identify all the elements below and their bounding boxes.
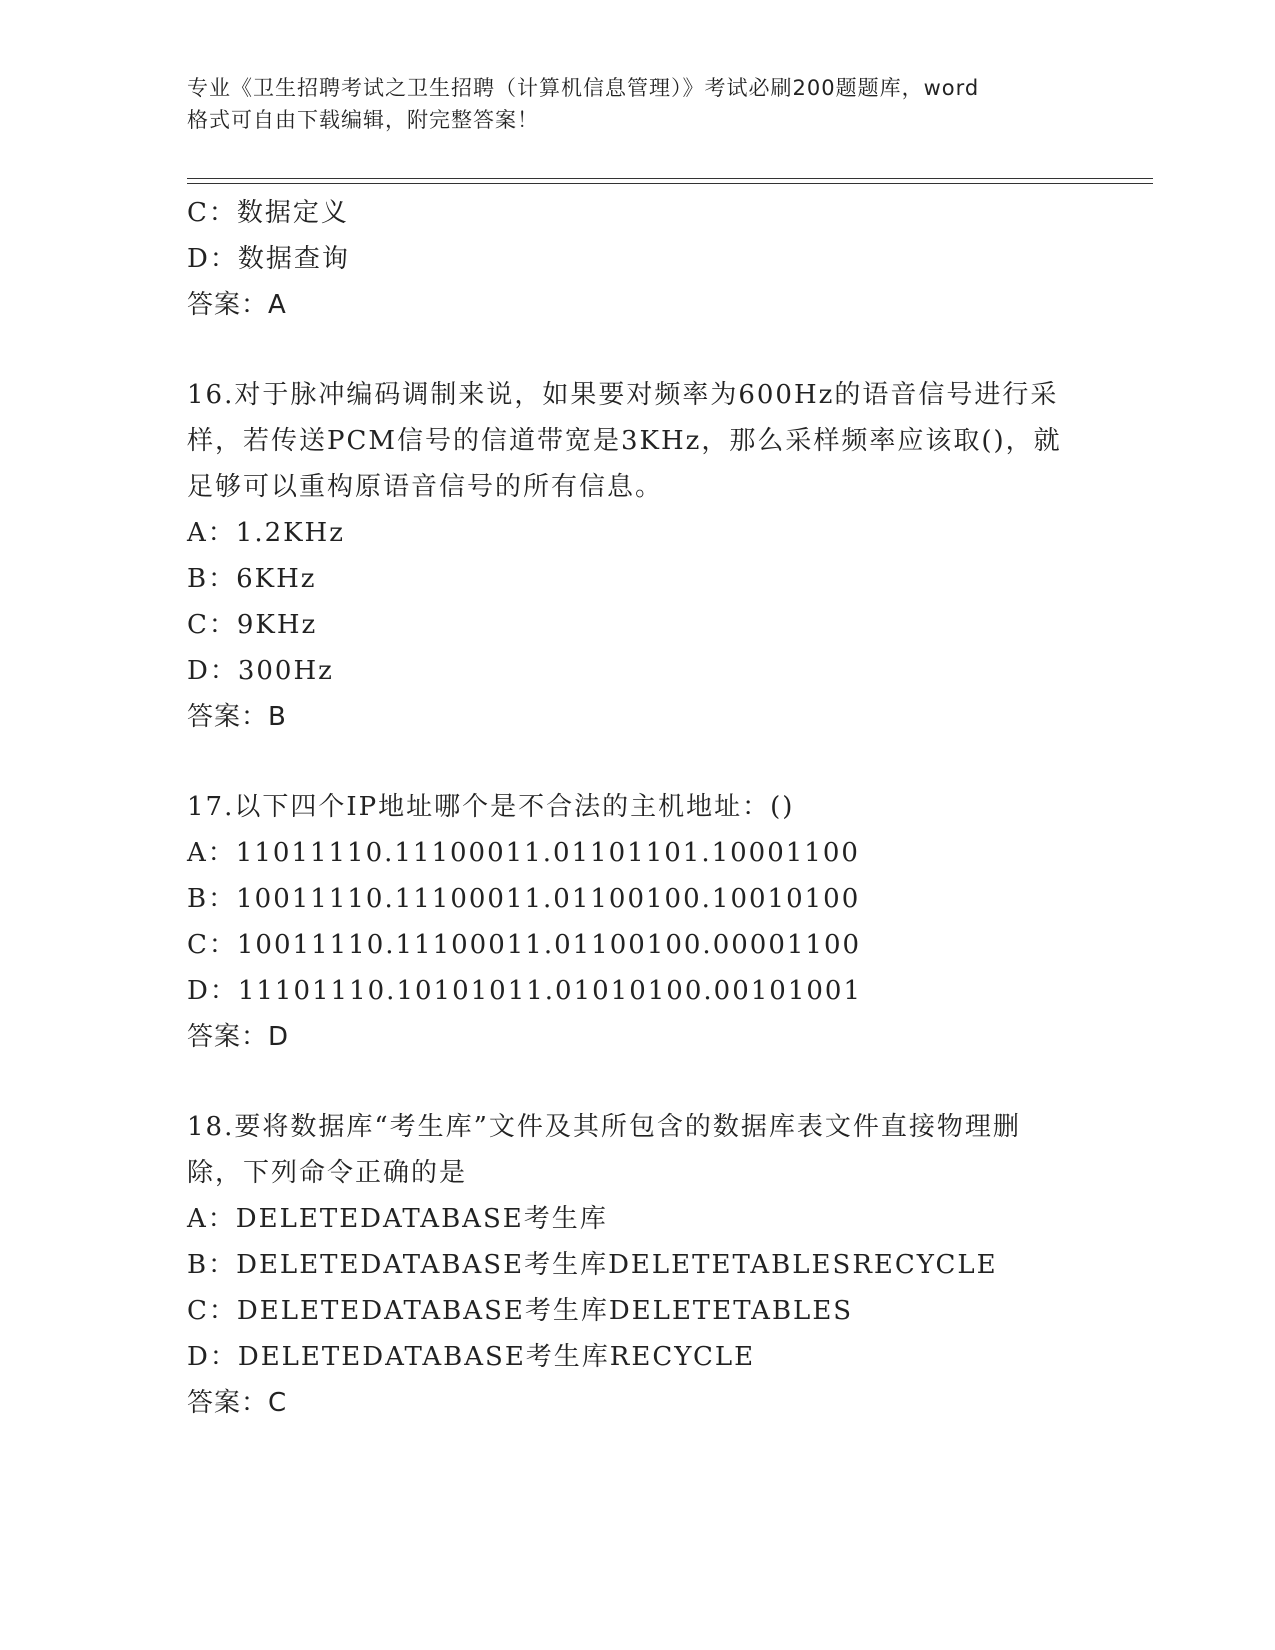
question-16 (187, 372, 1087, 740)
question-stem-line: 16.对于脉冲编码调制来说，如果要对频率为600Hz的语音信号进行采 (187, 380, 1059, 410)
option-c: C：数据定义 (187, 198, 349, 228)
option-c: C：DELETEDATABASE考生库DELETETABLES (187, 1296, 854, 1326)
header-line-2: 格式可自由下载编辑，附完整答案！ (187, 108, 539, 132)
option-d: D：11101110.10101011.01010100.00101001 (187, 976, 862, 1006)
answer-line: 答案：D (187, 1022, 290, 1052)
question-stem-line: 足够可以重构原语音信号的所有信息。 (187, 472, 664, 502)
header-line-1: 专业《卫生招聘考试之卫生招聘（计算机信息管理）》考试必刷200题题库，word (187, 76, 980, 100)
question-stem-line: 除，下列命令正确的是 (187, 1158, 468, 1188)
header-divider-bottom (187, 183, 1153, 184)
option-d: D：DELETEDATABASE考生库RECYCLE (187, 1342, 756, 1372)
option-c: C：10011110.11100011.01100100.00001100 (187, 930, 862, 960)
question-stem-line: 样，若传送PCM信号的信道带宽是3KHz，那么采样频率应该取()，就 (187, 426, 1062, 456)
previous-question-tail (187, 190, 1087, 328)
option-b: B：10011110.11100011.01100100.10010100 (187, 884, 861, 914)
option-b: B：DELETEDATABASE考生库DELETETABLESRECYCLE (187, 1250, 998, 1280)
option-d: D：300Hz (187, 656, 334, 686)
option-a: A：11011110.11100011.01101101.10001100 (187, 838, 860, 868)
question-18 (187, 1104, 1087, 1426)
option-a: A：1.2KHz (187, 518, 345, 548)
option-c: C：9KHz (187, 610, 318, 640)
question-stem-line: 18.要将数据库“考生库”文件及其所包含的数据库表文件直接物理删 (187, 1112, 1021, 1142)
answer-line: 答案：C (187, 1388, 288, 1418)
question-stem-line: 17.以下四个IP地址哪个是不合法的主机地址：() (187, 792, 795, 822)
answer-line: 答案：B (187, 702, 287, 732)
question-17 (187, 784, 1087, 1060)
answer-line: 答案：A (187, 290, 287, 320)
option-d: D：数据查询 (187, 244, 350, 274)
option-a: A：DELETEDATABASE考生库 (187, 1204, 608, 1234)
option-b: B：6KHz (187, 564, 317, 594)
document-body (187, 190, 1087, 1426)
document-header (187, 72, 1087, 136)
header-divider-top (187, 178, 1153, 179)
